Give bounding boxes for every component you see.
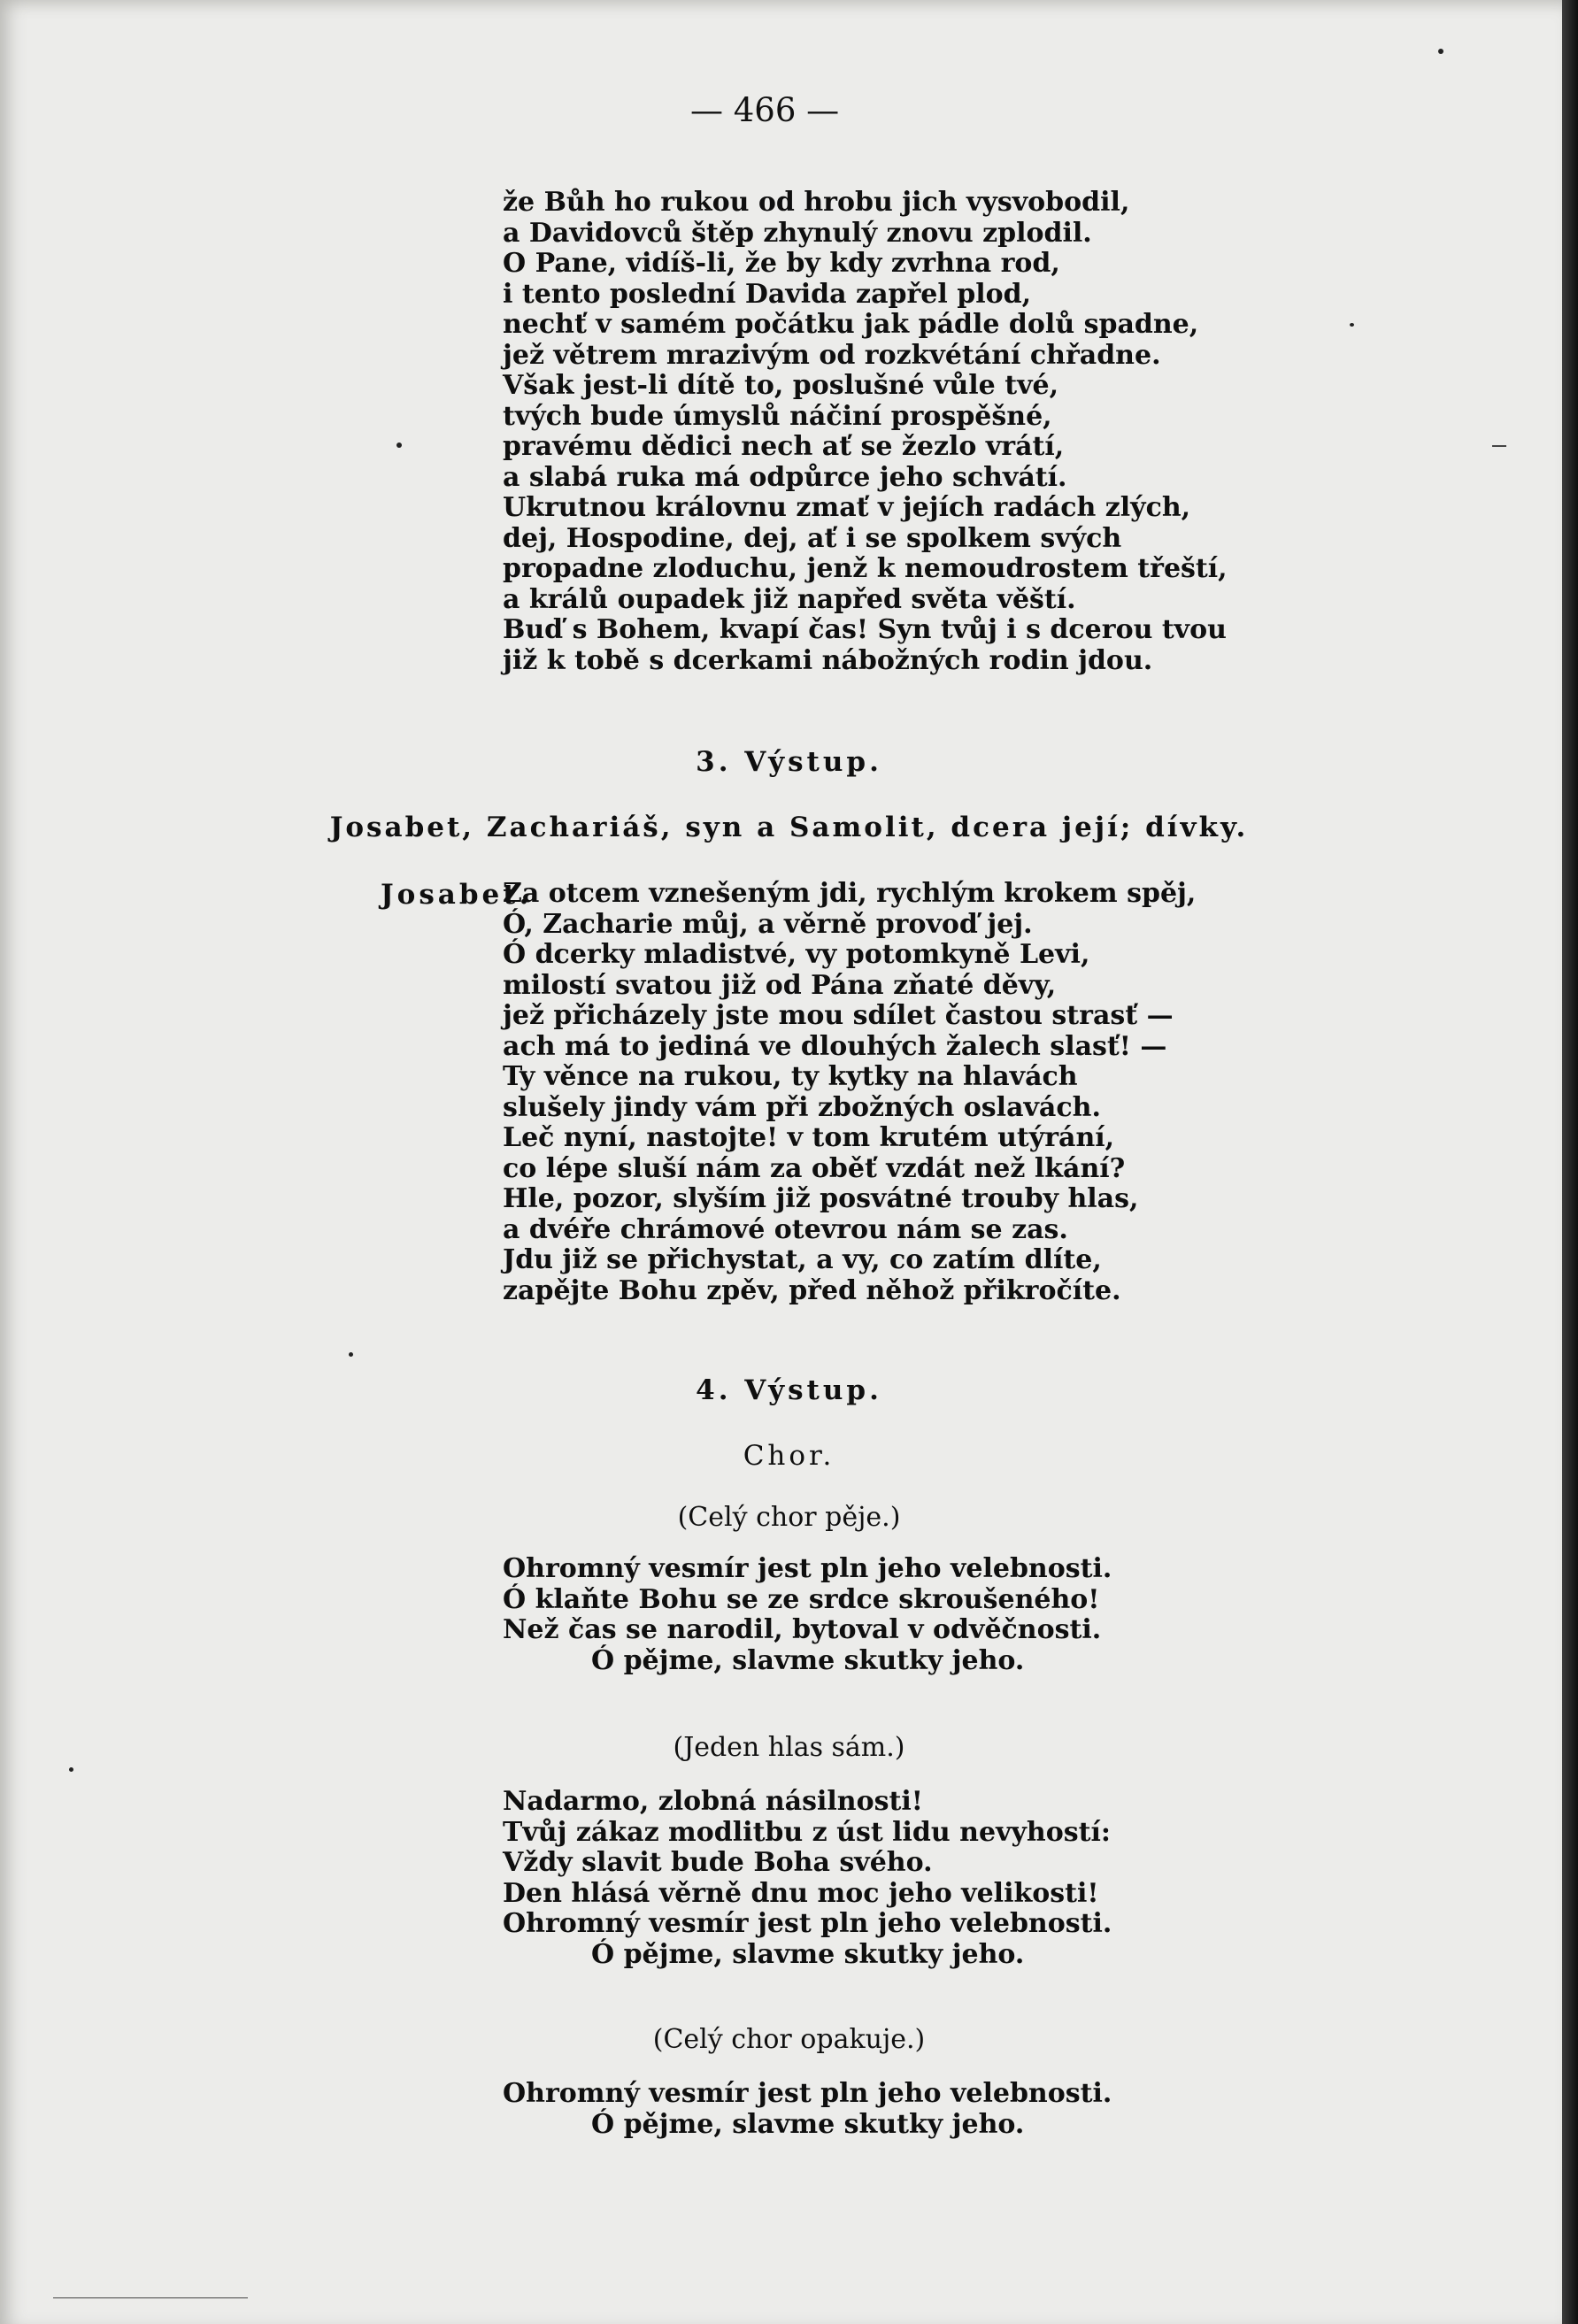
page-edge xyxy=(1562,0,1578,2324)
scan-mark xyxy=(1492,445,1506,447)
verse-line: O Pane, vidíš-li, že by kdy zvrhna rod, xyxy=(503,248,1060,279)
scan-speck xyxy=(349,1352,353,1357)
scene-3-heading: 3. Výstup. xyxy=(696,746,882,778)
refrain-line: Ó pějme, slavme skutky jeho. xyxy=(591,1938,1025,1970)
verse-line: zapějte Bohu zpěv, před něhož přikročíte. xyxy=(503,1274,1121,1306)
verse-line: Však jest-li dítě to, poslušné vůle tvé, xyxy=(503,370,1059,401)
verse-line: Vždy slavit bude Boha svého. xyxy=(503,1847,933,1878)
verse-line: Za otcem vznešeným jdi, rychlým krokem spěj, xyxy=(503,878,1197,909)
verse-line: i tento poslední Davida zapřel plod, xyxy=(503,278,1032,310)
verse-line: ach má to jediná ve dlouhých žalech slasť! — xyxy=(503,1030,1167,1062)
verse-line: tvých bude úmyslů náčiní prospěšné, xyxy=(503,400,1052,432)
verse-block-top xyxy=(503,188,1228,676)
scene-3-speech xyxy=(503,879,1196,1306)
verse-line: Hle, pozor, slyším již posvátné trouby hlas, xyxy=(503,1183,1139,1214)
verse-line: jež větrem mrazivým od rozkvétání chřadne. xyxy=(503,339,1161,371)
verse-line: Leč nyní, nastojte! v tom krutém utýrání, xyxy=(503,1122,1115,1153)
chorus-stanza-2 xyxy=(503,1787,1112,1970)
stage-direction-1: (Celý chor pěje.) xyxy=(677,1502,901,1533)
stage-direction-2: (Jeden hlas sám.) xyxy=(673,1732,905,1763)
stage-direction-3: (Celý chor opakuje.) xyxy=(652,2024,926,2055)
verse-line: jež přicházely jste mou sdílet častou strasť — xyxy=(503,1000,1174,1031)
verse-line: že Bůh ho rukou od hrobu jich vysvobodil, xyxy=(503,187,1130,218)
verse-line: a králů oupadek již napřed světa věští. xyxy=(503,583,1076,615)
chorus-stanza-3 xyxy=(503,2079,1112,2140)
scan-speck xyxy=(1350,323,1354,327)
verse-line: a slabá ruka má odpůrce jeho schvátí. xyxy=(503,461,1067,493)
scan-speck xyxy=(1438,49,1443,54)
verse-line: pravému dědici nech ať se žezlo vrátí, xyxy=(503,431,1065,462)
scan-speck xyxy=(69,1767,73,1772)
verse-line: Ukrutnou královnu zmať v jejích radách zlých, xyxy=(503,492,1191,523)
verse-line: propadne zloduchu, jenž k nemoudrostem třeští, xyxy=(503,553,1228,584)
verse-line: nechť v samém počátku jak pádle dolů spadne, xyxy=(503,309,1199,340)
verse-line: dej, Hospodine, dej, ať i se spolkem svých xyxy=(503,522,1122,554)
verse-line: slušely jindy vám při zbožných oslavách. xyxy=(503,1091,1101,1123)
verse-line: Tvůj zákaz modlitbu z úst lidu nevyhostí: xyxy=(503,1816,1111,1848)
verse-line: Jdu již se přichystat, a vy, co zatím dlíte, xyxy=(503,1244,1102,1275)
scene-4-heading: 4. Výstup. xyxy=(696,1374,882,1406)
page-number: — 466 — xyxy=(690,91,840,129)
verse-line: a Davidovců štěp zhynulý znovu zplodil. xyxy=(503,217,1092,249)
verse-line: Ohromný vesmír jest pln jeho velebnosti. xyxy=(503,2078,1112,2109)
verse-line: milostí svatou již od Pána zňaté děvy, xyxy=(503,969,1057,1001)
scan-speck xyxy=(396,442,402,448)
scan-mark xyxy=(53,2297,248,2298)
verse-line: Ohromný vesmír jest pln jeho velebnosti. xyxy=(503,1553,1112,1584)
chorus-title: Chor. xyxy=(743,1440,835,1472)
verse-line: Nadarmo, zlobná násilnosti! xyxy=(503,1786,923,1817)
verse-line: Ty věnce na rukou, ty kytky na hlavách xyxy=(503,1061,1078,1092)
verse-line: Než čas se narodil, bytoval v odvěčnosti. xyxy=(503,1614,1102,1645)
verse-line: co lépe sluší nám za oběť vzdát než lkání? xyxy=(503,1152,1126,1184)
verse-line: Den hlásá věrně dnu moc jeho velikosti! xyxy=(503,1877,1099,1909)
refrain-line: Ó pějme, slavme skutky jeho. xyxy=(591,2108,1025,2140)
verse-line: Buď s Bohem, kvapí čas! Syn tvůj i s dcerou tvou xyxy=(503,614,1227,645)
speaker-name: Josabet. xyxy=(381,879,533,911)
chorus-stanza-1 xyxy=(503,1554,1112,1676)
verse-line: a dvéře chrámové otevrou nám se zas. xyxy=(503,1213,1068,1245)
verse-line: již k tobě s dcerkami nábožných rodin jdou. xyxy=(503,644,1153,676)
verse-line: Ó dcerky mladistvé, vy potomkyně Levi, xyxy=(503,939,1090,970)
scene-3-cast: Josabet, Zachariáš, syn a Samolit, dcera její; dívky. xyxy=(329,812,1249,843)
verse-line: Ohromný vesmír jest pln jeho velebnosti. xyxy=(503,1908,1112,1939)
verse-line: Ó, Zacharie můj, a věrně provoď jej. xyxy=(503,908,1033,940)
refrain-line: Ó pějme, slavme skutky jeho. xyxy=(591,1644,1025,1676)
verse-line: Ó klaňte Bohu se ze srdce skroušeného! xyxy=(503,1583,1100,1615)
